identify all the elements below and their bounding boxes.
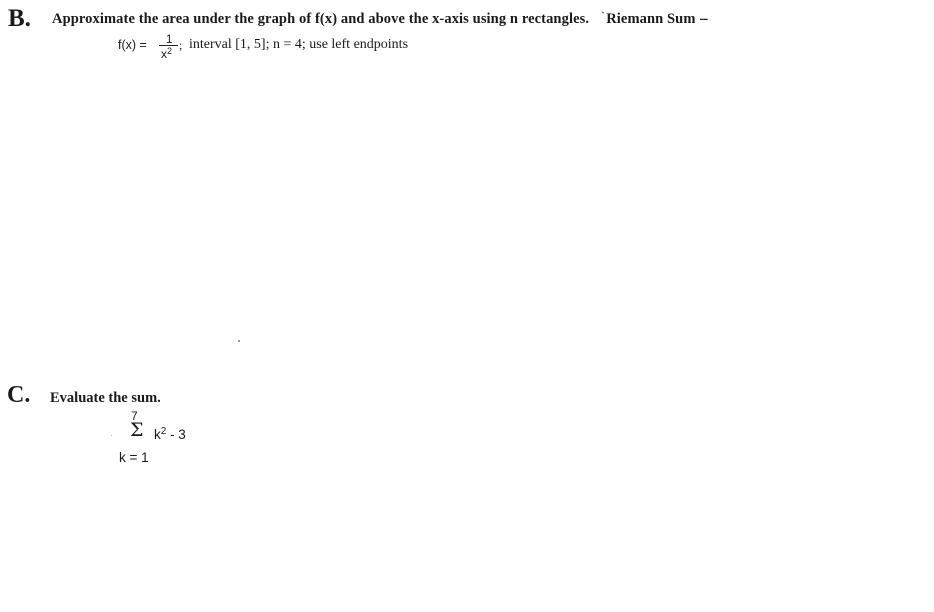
- stray-dot: [111, 435, 112, 436]
- fraction-numerator: 1: [166, 34, 173, 46]
- section-c-label: C.: [7, 382, 31, 408]
- riemann-answer-blank: --: [699, 11, 708, 27]
- fraction: [159, 26, 181, 66]
- sum-lower-limit: k = 1: [119, 450, 149, 465]
- function-semicolon: ;: [179, 38, 183, 52]
- riemann-sum-label: Riemann Sum: [606, 11, 696, 27]
- interval-details: interval [1, 5]; n = 4; use left endpoints: [189, 37, 409, 52]
- section-b-label: B.: [8, 5, 31, 32]
- section-c-prompt: Evaluate the sum.: [50, 390, 161, 406]
- sigma-symbol: Σ: [130, 419, 144, 441]
- sum-term: $k^2 - 3$: [154, 426, 186, 442]
- area-question-text: Approximate the area under the graph of f(x) and above the x-axis using n rectangles.: [52, 11, 590, 27]
- stray-mark: [238, 340, 240, 342]
- function-lhs: f(x) =: [118, 38, 147, 52]
- riemann-tick-mark: `: [601, 9, 606, 23]
- sum-upper-limit: 7: [131, 409, 138, 423]
- fraction-denominator: $x^2$: [161, 46, 173, 61]
- section-b-prompt: [52, 9, 707, 28]
